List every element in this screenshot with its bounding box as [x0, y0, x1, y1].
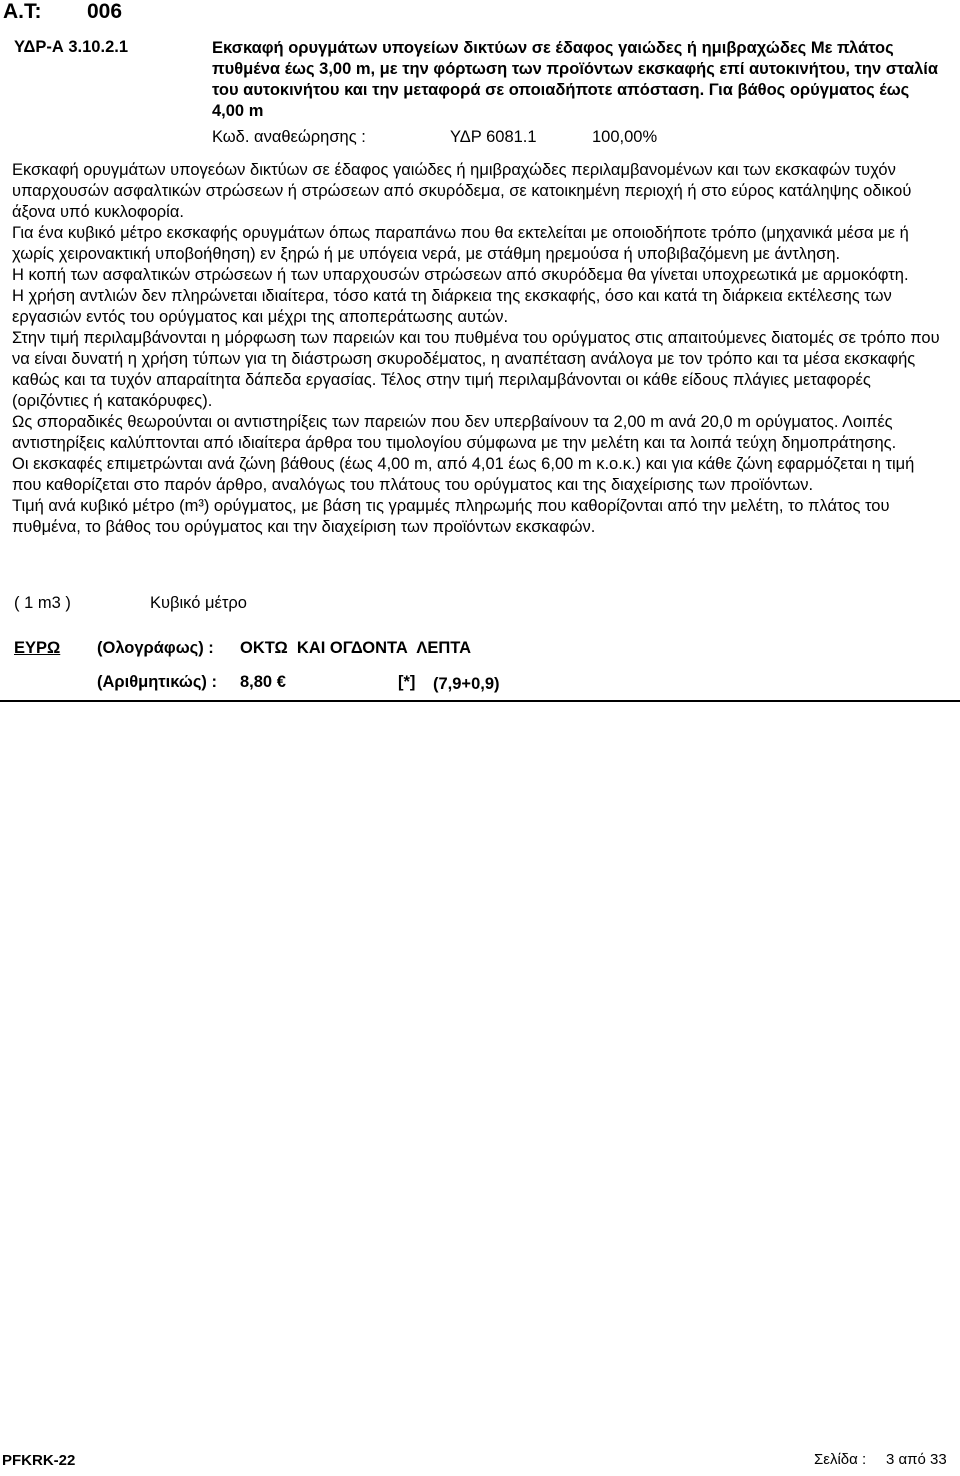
price-formula: (7,9+0,9): [433, 675, 500, 693]
description-paragraph: Στην τιμή περιλαμβάνονται η μόρφωση των παρειών και του πυθμένα του ορύγματος στις απαιτούμενες διατομές σε τρόπο που να είναι δυνατή η χρήση τύπων για τη διάστρωση σκυροδέματος, η αναπέταση ανάλογα με τον τρόπο και τα μέσα εκσκαφής καθώς και τα τυχόν απαραίτητα δάπεδα εργασίας. Τέλος στην τιμή περιλαμβάνονται οι κάθε είδους πλάγιες μεταφορές (οριζόντιες ή κατακόρυφες).: [12, 329, 940, 410]
footer-page-number: 3 από 33: [886, 1451, 947, 1468]
article-description: [12, 160, 946, 538]
description-paragraph: Εκσκαφή ορυγμάτων υπογεόων δικτύων σε έδαφος γαιώδες ή ημιβραχώδες περιλαμβανομένων και των εκσκαφών τυχόν υπαρχουσών ασφαλτικών στρώσεων ή στρώσεων από σκυρόδεμα, σε κατοικημένη περιοχή ή στο εύρος κατάληψης οδικού άξονα υπό κυκλοφορία.: [12, 161, 912, 221]
revision-percent: 100,00%: [592, 128, 658, 146]
article-code: ΥΔΡ-Α 3.10.2.1: [14, 38, 129, 56]
price-numeric-label: (Αριθμητικώς) :: [97, 673, 217, 691]
description-paragraph: Ως σποραδικές θεωρούνται οι αντιστηρίξεις των παρειών που δεν υπερβαίνουν τα 2,00 m ανά 20,0 m ορύγματος. Λοιπές αντιστηρίξεις καλύπτονται από ιδιαίτερα άρθρα του τιμολογίου σύμφωνα με την μελέτη και τα λοιπά τεύχη δημοπράτησης.: [12, 413, 897, 452]
price-in-words-value: ΟΚΤΩ ΚΑΙ ΟΓΔΟΝΤΑ ΛΕΠΤΑ: [240, 639, 472, 657]
footer-document-code: PFKRK-22: [2, 1452, 76, 1469]
article-title: Εκσκαφή ορυγμάτων υπογείων δικτύων σε έδαφος γαιώδες ή ημιβραχώδες Με πλάτος πυθμένα έως 3,00 m, με την φόρτωση των προϊόντων εκσκαφής επί αυτοκινήτου, την σταλία του αυτοκινήτου και την μεταφορά σε οποιαδήποτε απόσταση. Για βάθος ορύγματος έως 4,00 m: [212, 39, 938, 120]
article-number-label: A.T:: [3, 0, 42, 23]
price-numeric-value: 8,80 €: [240, 673, 286, 691]
unit-name: Κυβικό μέτρο: [150, 594, 247, 612]
description-paragraph: Η χρήση αντλιών δεν πληρώνεται ιδιαίτερα, τόσο κατά τη διάρκεια της εκσκαφής, όσο και κατά τη διάρκεια εκτέλεσης των εργασιών εντός του ορύγματος και μέχρι της αποπεράτωσης αυτών.: [12, 287, 892, 326]
unit-quantity: ( 1 m3 ): [14, 594, 71, 612]
revision-code-value: ΥΔΡ 6081.1: [450, 128, 537, 146]
currency-label: ΕΥΡΩ: [14, 639, 61, 657]
description-paragraph: Τιμή ανά κυβικό μέτρο (m³) ορύγματος, με βάση τις γραμμές πληρωμής που καθορίζονται από την μελέτη, το πλάτος του πυθμένα, το βάθος του ορύγματος και την διαχείριση των προϊόντων εκσκαφών.: [12, 497, 890, 536]
footer-page-label: Σελίδα :: [814, 1451, 867, 1468]
price-marker: [*]: [398, 673, 416, 691]
description-paragraph: Η κοπή των ασφαλτικών στρώσεων ή των υπαρχουσών στρώσεων από σκυρόδεμα θα γίνεται υποχρεωτικά με αρμοκόφτη.: [12, 266, 909, 284]
price-in-words-label: (Ολογράφως) :: [97, 639, 214, 657]
revision-code-label: Κωδ. αναθεώρησης :: [212, 128, 366, 146]
article-number-value: 006: [87, 0, 123, 23]
separator-line: [0, 700, 960, 702]
description-paragraph: Οι εκσκαφές επιμετρώνται ανά ζώνη βάθους (έως 4,00 m, από 4,01 έως 6,00 m κ.ο.κ.) και για κάθε ζώνη εφαρμόζεται η τιμή που καθορίζεται στο παρόν άρθρο, αναλόγως του πλάτους του ορύγματος και της διαχείρισης των προϊόντων.: [12, 455, 915, 494]
description-paragraph: Για ένα κυβικό μέτρο εκσκαφής ορυγμάτων όπως παραπάνω που θα εκτελείται με οποιοδήποτε τρόπο (μηχανικά μέσα με ή χωρίς χειρονακτική υποβοήθηση) εν ξηρώ ή με υπόγεια νερά, με στάθμη ηρεμούσα ή υποβιβαζόμενη με άντληση.: [12, 224, 909, 263]
